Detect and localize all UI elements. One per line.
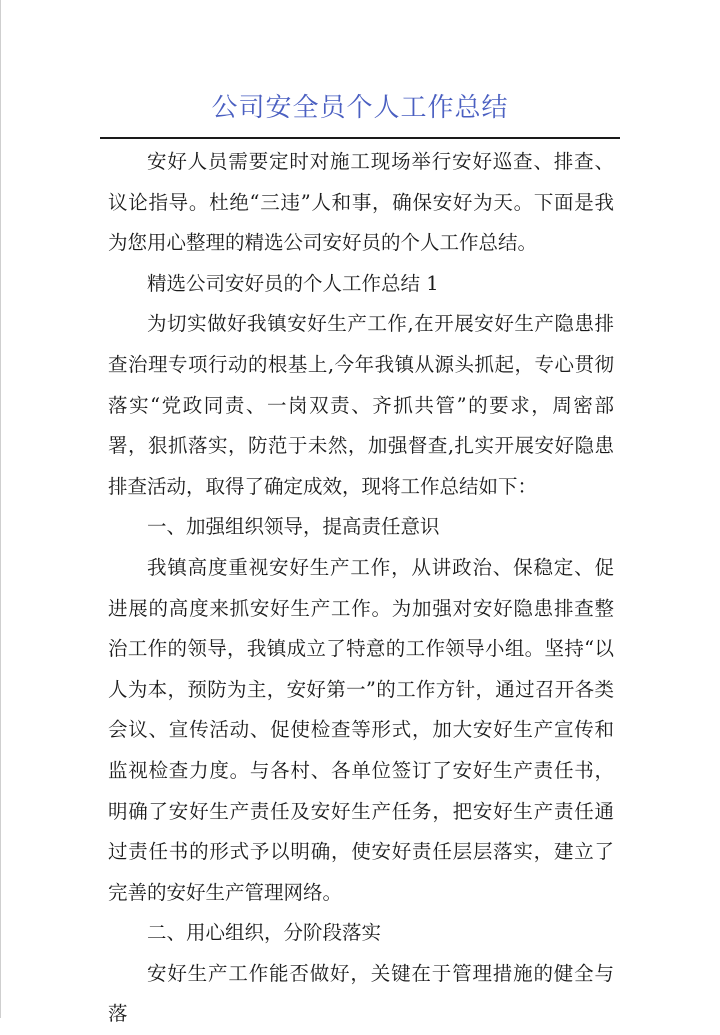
intro-paragraph: 安好人员需要定时对施工现场举行安好巡查、排查、议论指导。杜绝“三违”人和事，确保安好为天。下面是我为您用心整理的精选公司安好员的个人工作总结。 <box>108 150 614 255</box>
body-paragraph: 安好生产工作能否做好，关键在于管理措施的健全与落 <box>108 961 614 1026</box>
section-heading-summary-1: 精选公司安好员的个人工作总结 1 <box>147 271 439 295</box>
section-heading-2: 二、用心组织，分阶段落实 <box>147 921 382 945</box>
title-underline <box>100 137 620 139</box>
body-paragraph: 为切实做好我镇安好生产工作,在开展安好生产隐患排查治理专项行动的根基上,今年我镇从源头抓起，专心贯彻落实“党政同责、一岗双责、齐抓共管”的要求，周密部署，狠抓落实，防范于未然，加强督查,扎实开展安好隐患排查活动，取得了确定成效，现将工作总结如下： <box>108 312 614 498</box>
page-edge <box>0 0 1 1018</box>
document-body <box>108 142 614 1035</box>
section-heading-1: 一、加强组织领导，提高责任意识 <box>147 515 440 539</box>
document-title: 公司安全员个人工作总结 <box>211 93 509 123</box>
body-paragraph: 我镇高度重视安好生产工作，从讲政治、保稳定、促进展的高度来抓安好生产工作。为加强对安好隐患排查整治工作的领导，我镇成立了特意的工作领导小组。坚持“以人为本，预防为主，安好第一”的工作方针，通过召开各类会议、宣传活动、促使检查等形式，加大安好生产宣传和监视检查力度。与各村、各单位签订了安好生产责任书，明确了安好生产责任及安好生产任务，把安好生产责任通过责任书的形式予以明确，使安好责任层层落实，建立了完善的安好生产管理网络。 <box>108 555 614 904</box>
